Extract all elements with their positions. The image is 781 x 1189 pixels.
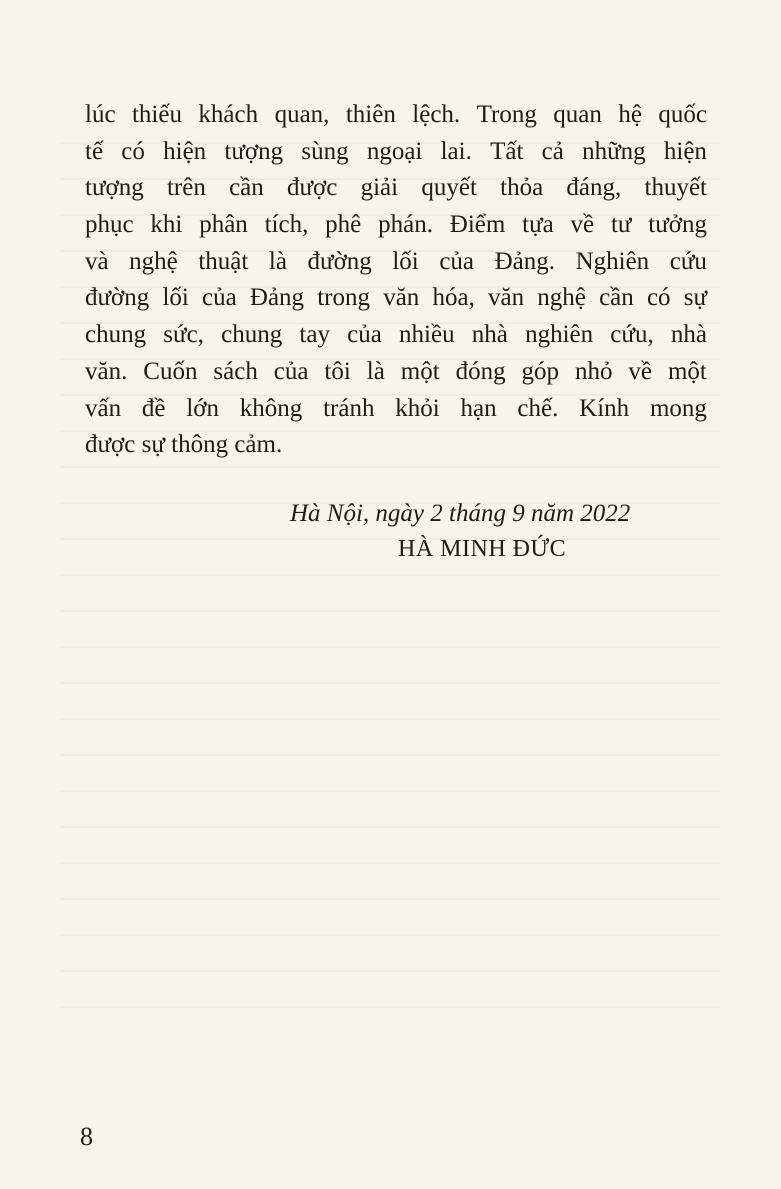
page-number: 8: [80, 1122, 93, 1151]
text-line: và nghệ thuật là đường lối của Đảng. Nghiên cứu: [85, 247, 707, 275]
text-line: phục khi phân tích, phê phán. Điểm tựa về tư tưởng: [85, 211, 707, 239]
text-line: lúc thiếu khách quan, thiên lệch. Trong quan hệ quốc: [85, 101, 707, 128]
text-line: vấn đề lớn không tránh khỏi hạn chế. Kính mong: [85, 394, 707, 422]
text-line: tế có hiện tượng sùng ngoại lai. Tất cả những hiện: [85, 137, 707, 165]
signature-place-date: Hà Nội, ngày 2 tháng 9 năm 2022: [290, 500, 631, 527]
body-paragraph: [85, 97, 707, 464]
signature-author: HÀ MINH ĐỨC: [398, 536, 567, 562]
text-line: tượng trên cần được giải quyết thỏa đáng, thuyết: [85, 174, 707, 202]
text-line: văn. Cuốn sách của tôi là một đóng góp nhỏ về một: [85, 357, 707, 385]
text-line: chung sức, chung tay của nhiều nhà nghiên cứu, nhà: [85, 321, 707, 349]
text-line: được sự thông cảm.: [85, 431, 283, 459]
text-line: đường lối của Đảng trong văn hóa, văn nghệ cần có sự: [85, 284, 707, 312]
